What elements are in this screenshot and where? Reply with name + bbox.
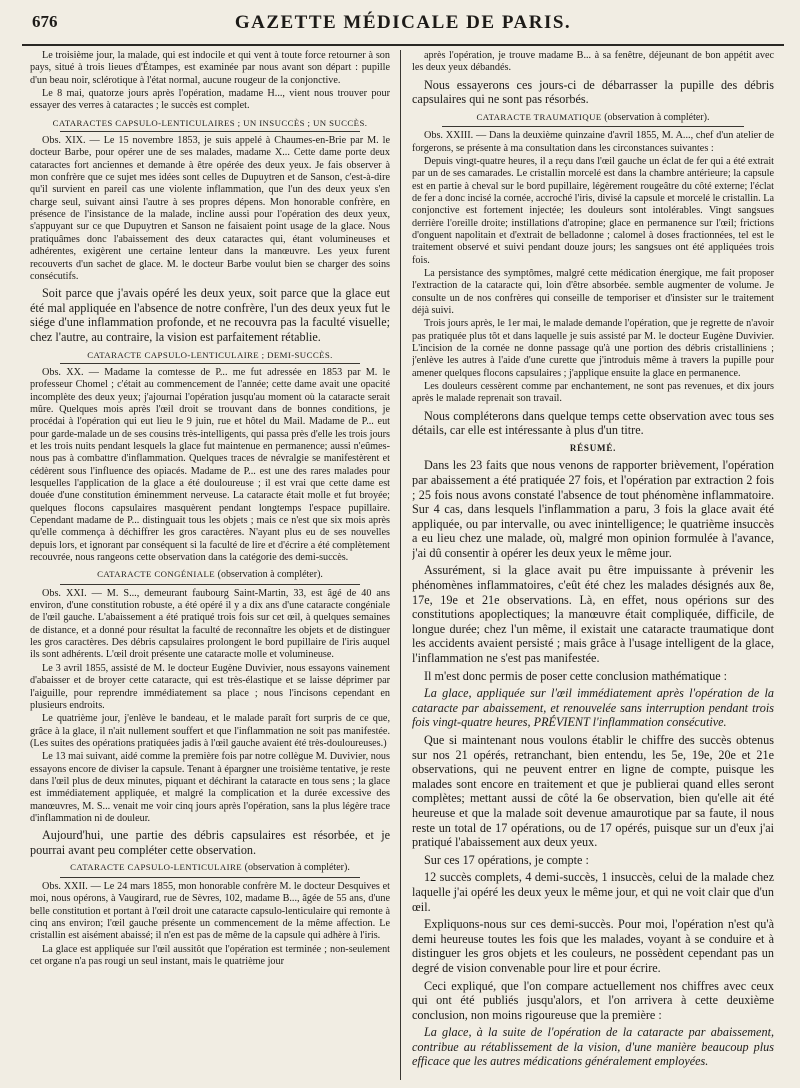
divider — [60, 131, 360, 132]
section-heading-title: CATARACTE CAPSULO-LENTICULAIRE — [70, 862, 242, 873]
paragraph: Soit parce que j'avais opéré les deux yeux, soit parce que la glace eut été mal appliquée en l'absence de notre confrère, l'un des deux yeux fut le siége d'une inflammation profonde, et ne recouvra pas la faculté visuelle; chez l'autre, au contraire, la vision est parfaitement rétablie. — [30, 286, 390, 344]
section-heading: CATARACTE CAPSULO-LENTICULAIRE ; DEMI-SUCCÈS. — [87, 349, 333, 360]
section-heading — [30, 568, 390, 581]
paragraph: Trois jours après, le 1er mai, le malade demande l'opération, que je regrette de n'avoir pas pratiquée plus tôt et dans laquelle je suis assisté par M. le docteur Eugène Duvivier. L'incision de la cornée ne donne passage qu'à une portion des débris cristalliniens ; j'enlève les autres à l'aide d'une curette que j'introduis même à travers la pupille pour amener quelques flocons capsulaires ; j'applique ensuite la glace en permanence. — [412, 318, 774, 379]
paragraph: Le 13 mai suivant, aidé comme la première fois par notre collègue M. Duvivier, nous essayons encore de diviser la capsule. Tenant à épargner une troisième tentative, je reste dans l'œil plus de deux minutes, piquant et déchirant la cataracte en tous sens ; la glace est immédiatement appliquée, et malgré la complication et la durée excessive des manœuvres, M. S... venait me voir cinq jours après l'opération, sans la plus légère trace d'inflammation ni de douleur. — [30, 751, 390, 824]
section-heading — [412, 111, 774, 124]
column-divider — [400, 50, 401, 1080]
divider — [442, 126, 744, 127]
paragraph: Assurément, si la glace avait pu être impuissante à prévenir les phénomènes inflammatoires, c'eût été chez les malades désignés aux 8e, 17e, 19e et 21e observations. Là, en effet, nous opérions sur des constitutions apoplectiques; la manœuvre était compliquée, difficile, de longue durée; chez l'un même, il existait une cataracte traumatique dont les accidents avaient persisté ; mais grâce à l'usage intelligent de la glace, l'inflammation ne s'est pas manifestée. — [412, 563, 774, 666]
divider — [60, 877, 360, 878]
paragraph: Depuis vingt-quatre heures, il a reçu dans l'œil gauche un éclat de fer qui a été extrait par un de ses camarades. Le cristallin morcelé est dans la chambre antérieure; la capsule est en partie à cheval sur le bord pupillaire, légèrement rougeâtre du côté externe; l'éclat de fer a donc incisé la cornée, accroché l'iris, divisé la capsule et morcelé le cristallin. La conjonctive est fortement injectée; les douleurs sont intolérables. Vingt sangsues derrière l'oreille droite; instillations d'atropine; glace en permanence sur l'œil; frictions d'onguent napolitain et d'extrait de belladonne ; calomel à doses fractionnées, tel est le traitement observé et suivi pendant douze jours; les sangsues ont été appliquées trois fois. — [412, 155, 774, 266]
paragraph: Le 8 mai, quatorze jours après l'opération, madame H..., vient nous trouver pour essayer des verres à cataractes ; le succès est complet. — [30, 88, 390, 112]
section-heading-title: CATARACTE TRAUMATIQUE — [476, 111, 602, 122]
section-heading: CATARACTES CAPSULO-LENTICULAIRES ; UN INSUCCÈS ; UN SUCCÈS. — [52, 117, 368, 128]
page-number: 676 — [32, 12, 58, 31]
paragraph: Ceci expliqué, que l'on compare actuellement nos chiffres avec ceux qui ont été publiés jusqu'alors, et l'on arrivera à cette deuxième conclusion, non moins rigoureuse que la première : — [412, 978, 774, 1022]
summary-heading: RÉSUMÉ. — [569, 442, 617, 453]
paragraph: 12 succès complets, 4 demi-succès, 1 insuccès, celui de la malade chez laquelle j'ai opéré les deux yeux le même jour, et qui ne voit clair que d'un œil. — [412, 870, 774, 914]
paragraph: Nous essayerons ces jours-ci de débarrasser la pupille des débris capsulaires qui ne sont pas résorbés. — [412, 77, 774, 107]
section-heading-note: (observation à compléter). — [604, 111, 710, 123]
conclusion-statement: La glace, appliquée sur l'œil immédiatement après l'opération de la cataracte par abaissement, et renouvelée sans interruption pendant trois fois vingt-quatre heures, PRÉVIENT l'inflammation consécutive. — [412, 686, 774, 730]
section-heading-note: (observation à compléter). — [244, 862, 350, 874]
paragraph: Il m'est donc permis de poser cette conclusion mathématique : — [424, 668, 728, 683]
paragraph: Le quatrième jour, j'enlève le bandeau, et le malade paraît fort surpris de ce que, grâce à la glace, il n'ait nullement souffert et que l'inflammation ne soit pas manifestée. (Les suites des opérations pratiquées jadis à l'œil gauche avaient été très-douloureuses.) — [30, 713, 390, 749]
journal-title: GAZETTE MÉDICALE DE PARIS. — [234, 12, 572, 33]
paragraph: Que si maintenant nous voulons établir le chiffre des succès obtenus sur nos 21 opérés, retranchant, bien entendu, les 5e, 19e, 20e et 21e observations, qui ne peuvent entrer en ligne de compte, puisque les malades sont encore en traitement et que je publierai quand elles seront complètes; mettant aussi de côté la 6e observation, bien qu'elle ait été heureuse et que la malade soit devenue amaurotique par sa faute, il nous reste un total de 17 opérations, ou de 17 opérés, puisque sur un d'eux j'ai pratiqué l'abaissement aux deux yeux. — [412, 733, 774, 850]
section-heading-title: CATARACTE CONGÉNIALE — [97, 569, 216, 580]
paragraph: Nous compléterons dans quelque temps cette observation avec tous ses détails, car elle est intéressante à plus d'un titre. — [412, 408, 774, 438]
paragraph: La glace est appliquée sur l'œil aussitôt que l'opération est terminée ; non-seulement cet organe n'a pas rougi un seul instant, mais le quatrième jour — [30, 943, 390, 967]
paragraph: Aujourd'hui, une partie des débris capsulaires est résorbée, et je pourrai avant peu compléter cette observation. — [30, 828, 390, 857]
paragraph: Le 3 avril 1855, assisté de M. le docteur Eugène Duvivier, nous essayons vainement d'abaisser et de broyer cette cataracte, qui est très-élastique et se laisse déprimer par l'aiguille, pour reprendre immédiatement sa place ; nous l'incisons cependant en plusieurs endroits. — [30, 662, 390, 711]
section-heading-note: (observation à compléter). — [217, 569, 323, 581]
right-column — [412, 50, 774, 1080]
paragraph: Obs. XX. — Madame la comtesse de P... me fut adressée en 1853 par M. le professeur Chomel ; c'était au commencement de l'année; cette dame avait une opacité incomplète des deux yeux; j'ajournai l'opération jusqu'au moment où la cataracte serait mûre. Quelques mois après l'œil droit se trouvant dans de bonnes conditions, je procédai à l'opération qui eut lieu le 9 juin, rue et hôtel du Mail. Madame de P... eut pour garde-malade un de ses cousins très-intelligents, qui passa près d'elle les trois jours et les trois nuits pendant lesquels la glace fut maintenue en permanence; aussi n'eûmes-nous pas à combattre d'inflammation. Quelques traces de névralgie se manifestèrent et cédèrent sous l'influence des opiacés. Madame de P... est une des rares malades pour lesquelles l'application de la glace a été douloureuse ; il est vrai que cette dame est douée d'une constitution éminemment nerveuse. La cataracte était molle et fut broyée; quelques flocons capsulaires masquèrent pendant longtemps l'espace pupillaire. Cependant madame de P... distinguait tous les objets ; mais ce n'est que six mois après qu'elle commença à déchiffrer les gros caractères. N'ayant plus eu de ses nouvelles depuis lors, et ignorant par conséquent si la faculté de lire et d'écrire a été complètement recouvrée, nous rangeons cette observation dans la catégorie des demi-succès. — [30, 366, 390, 564]
paragraph: Obs. XIX. — Le 15 novembre 1853, je suis appelé à Chaumes-en-Brie par M. le docteur Barbe, pour opérer une de ses malades, madame X... Cette dame porte deux cataractes fort anciennes et demande à être opérée des deux yeux. Je fais observer à mon confrère que ce sujet mes idées sont celles de Dupuytren et de Sanson, c'est-à-dire qu'il survient en pareil cas une violente inflammation, que l'un des deux yeux s'en charge seul, suivant ainsi l'autre à ses propres dépens. Mon honorable confrère, en présence de l'insistance de la malade, incline aussi pour l'opération des deux yeux, s'appuyant sur ce que Dupuytren et Sanson ne faisaient point usage de la glace. Nous pratiquâmes donc l'abaissement des deux cataractes qui, étant volumineuses et adhérentes, exigèrent une certaine lenteur dans la manœuvre. Les yeux furent recouverts d'un sachet de glace. M. le docteur Barbe voulut bien se charger des soins consécutifs. — [30, 135, 390, 282]
paragraph: Dans les 23 faits que nous venons de rapporter brièvement, l'opération par abaissement a été pratiquée 27 fois, et l'opération par extraction 2 fois ; 25 fois nous avons constaté l'absence de tout phénomène inflammatoire. Sur 4 cas, dans lesquels l'inflammation a paru, 3 fois la glace avait été appliquée, ou par intervalle, ou avec inintelligence; le quatrième insuccès a eu lieu chez une malade, où, malgré mon opinion formulée à l'avance, j'ai dû consentir à opérer les deux yeux le même jour. — [412, 458, 774, 560]
paragraph: La persistance des symptômes, malgré cette médication énergique, me fait proposer l'extraction de la cataracte qui, loin d'être absorbée. semble augmenter de volume. Je consulte un de nos confrères qui conseille de temporiser et d'insister sur le traitement déjà suivi. — [412, 268, 774, 317]
conclusion-statement: La glace, à la suite de l'opération de la cataracte par abaissement, contribue au rétablissement de la vision, d'une manière beaucoup plus efficace que les autres médications généralement employées. — [412, 1025, 774, 1069]
divider — [60, 584, 360, 585]
left-column — [30, 50, 390, 1080]
paragraph: après l'opération, je trouve madame B... à sa fenêtre, déjeunant de bon appétit avec les deux yeux débandés. — [412, 50, 774, 74]
paragraph: Sur ces 17 opérations, je compte : — [424, 852, 589, 867]
paragraph: Les douleurs cessèrent comme par enchantement, ne sont pas revenues, et dix jours après le malade reprenait son travail. — [412, 381, 774, 405]
paragraph: Obs. XXIII. — Dans la deuxième quinzaine d'avril 1855, M. A..., chef d'un atelier de forgerons, se présente à ma consultation dans les circonstances suivantes : — [412, 130, 774, 154]
paragraph: Expliquons-nous sur ces demi-succès. Pour moi, l'opération n'est qu'à demi heureuse toutes les fois que les malades, voyant à se conduire et à distinguer les gros objets et les couleurs, ne possèdent cependant pas un degré de vision convenable pour lire et pour écrire. — [412, 917, 774, 975]
page-header — [22, 8, 784, 46]
paragraph: Obs. XXII. — Le 24 mars 1855, mon honorable confrère M. le docteur Desquives et moi, nous opérons, à Vaugirard, rue de Sèvres, 102, madame B..., âgée de 55 ans, d'une belle constitution et portant à l'œil droit une cataracte capsulo-lenticulaire qui remonte à cinq ans environ; l'œil gauche présente un commencement de la même affection. Le cristallin est aisément abaissé; il n'en est pas de même de la capsule qui adhère à l'iris. — [30, 880, 390, 942]
divider — [60, 363, 360, 364]
section-heading — [30, 861, 390, 874]
paragraph: Obs. XXI. — M. S..., demeurant faubourg Saint-Martin, 33, est âgé de 40 ans environ, d'une constitution robuste, a été opéré il y a dix ans d'une cataracte congéniale de l'œil gauche. L'abaissement a été pratiqué trois fois sur cet œil, à quelques semaines de distance, et a donné pour résultat la faculté de reconnaître les objets et de distinguer les gros caractères. Des débris capsulaires prolongent le bord pupillaire de l'iris auquel ils sont adhérents. L'œil droit présente une cataracte molle et volumineuse. — [30, 587, 390, 661]
paragraph: Le troisième jour, la malade, qui est indocile et qui vent à toute force retourner à son pays, situé à trois lieues d'Étampes, est examinée par nous avant son départ : pupille d'un beau noir, sclérotique à l'état normal, aucune rougeur de la conjonctive. — [30, 50, 390, 86]
